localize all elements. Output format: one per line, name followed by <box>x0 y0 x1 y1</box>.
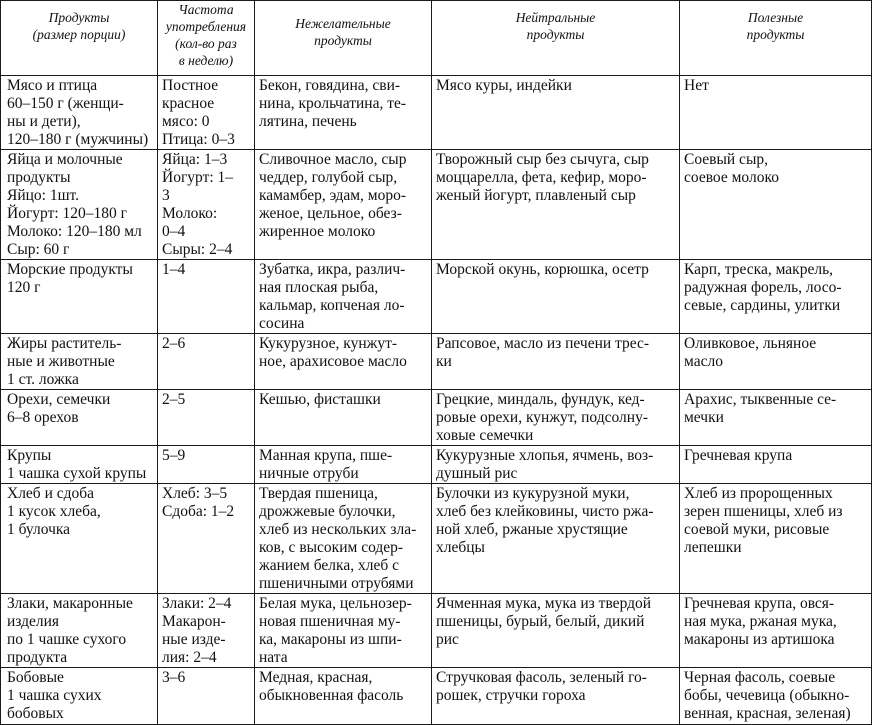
neutral-cell: Творожный сыр без сычуга, сыр моццарелла, фета, кефир, моро- женый йогурт, плавленый сыр <box>432 150 680 260</box>
product-cell: Морские продукты 120 г <box>1 260 158 334</box>
product-cell: Хлеб и сдоба 1 кусок хлеба, 1 булочка <box>1 484 158 594</box>
undesirable-cell: Белая мука, цельнозер- новая пшеничная му- ка, макароны из шпи- ната <box>255 594 432 668</box>
table-row <box>1 260 872 334</box>
neutral-cell: Ячменная мука, мука из твердой пшеницы, бурый, белый, дикий рис <box>432 594 680 668</box>
useful-cell: Соевый сыр, соевое молоко <box>680 150 872 260</box>
useful-cell: Нет <box>680 76 872 150</box>
neutral-cell: Кукурузные хлопья, ячмень, воз- душный рис <box>432 446 680 484</box>
product-cell: Орехи, семечки 6–8 орехов <box>1 390 158 446</box>
header-products: Продукты (размер порции) <box>1 1 158 76</box>
useful-cell: Гречневая крупа <box>680 446 872 484</box>
frequency-cell: 5–9 <box>158 446 255 484</box>
neutral-cell: Морской окунь, корюшка, осетр <box>432 260 680 334</box>
table-row <box>1 484 872 594</box>
frequency-cell: 2–6 <box>158 334 255 390</box>
useful-cell: Карп, треска, макрель, радужная форель, лосо- севые, сардины, улитки <box>680 260 872 334</box>
table-row <box>1 446 872 484</box>
frequency-cell: Злаки: 2–4 Макарон- ные изде- лия: 2–4 <box>158 594 255 668</box>
frequency-cell: Хлеб: 3–5 Сдоба: 1–2 <box>158 484 255 594</box>
undesirable-cell: Медная, красная, обыкновенная фасоль <box>255 668 432 725</box>
undesirable-cell: Кукурузное, кунжут- ное, арахисовое масло <box>255 334 432 390</box>
table-row <box>1 334 872 390</box>
header-undesirable: Нежелательные продукты <box>255 1 432 76</box>
table-row <box>1 390 872 446</box>
product-cell: Жиры раститель- ные и животные 1 ст. ложка <box>1 334 158 390</box>
neutral-cell: Булочки из кукурузной муки, хлеб без клейковины, чисто ржа- ной хлеб, ржаные хрустящие хлебцы <box>432 484 680 594</box>
frequency-cell: 2–5 <box>158 390 255 446</box>
neutral-cell: Грецкие, миндаль, фундук, кед- ровые орехи, кунжут, подсолну- ховые семечки <box>432 390 680 446</box>
undesirable-cell: Кешью, фисташки <box>255 390 432 446</box>
table-row <box>1 150 872 260</box>
header-frequency: Частота употребления (кол-во раз в неделю) <box>158 1 255 76</box>
undesirable-cell: Твердая пшеница, дрожжевые булочки, хлеб из нескольких зла- ков, с высоким содер- жанием белка, хлеб с пшеничными отрубями <box>255 484 432 594</box>
undesirable-cell: Манная крупа, пше- ничные отруби <box>255 446 432 484</box>
table-row <box>1 594 872 668</box>
product-cell: Злаки, макаронные изделия по 1 чашке сухого продукта <box>1 594 158 668</box>
frequency-cell: Постное красное мясо: 0 Птица: 0–3 <box>158 76 255 150</box>
useful-cell: Оливковое, льняное масло <box>680 334 872 390</box>
undesirable-cell: Бекон, говядина, сви- нина, крольчатина, те- лятина, печень <box>255 76 432 150</box>
header-useful: Полезные продукты <box>680 1 872 76</box>
useful-cell: Черная фасоль, соевые бобы, чечевица (обыкно- венная, красная, зеленая) <box>680 668 872 725</box>
header-row <box>1 1 872 76</box>
header-neutral: Нейтральные продукты <box>432 1 680 76</box>
neutral-cell: Рапсовое, масло из печени трес- ки <box>432 334 680 390</box>
undesirable-cell: Зубатка, икра, различ- ная плоская рыба, кальмар, копченая ло- сосина <box>255 260 432 334</box>
undesirable-cell: Сливочное масло, сыр чеддер, голубой сыр, камамбер, эдам, моро- женое, цельное, обез- жиренное молоко <box>255 150 432 260</box>
frequency-cell: Яйца: 1–3 Йогурт: 1– 3 Молоко: 0–4 Сыры: 2–4 <box>158 150 255 260</box>
product-cell: Яйца и молочные продукты Яйцо: 1шт. Йогурт: 120–180 г Молоко: 120–180 мл Сыр: 60 г <box>1 150 158 260</box>
product-cell: Мясо и птица 60–150 г (женщи- ны и дети), 120–180 г (мужчины) <box>1 76 158 150</box>
useful-cell: Арахис, тыквенные се- мечки <box>680 390 872 446</box>
table-row <box>1 76 872 150</box>
neutral-cell: Мясо куры, индейки <box>432 76 680 150</box>
product-cell: Крупы 1 чашка сухой крупы <box>1 446 158 484</box>
product-cell: Бобовые 1 чашка сухих бобовых <box>1 668 158 725</box>
frequency-cell: 1–4 <box>158 260 255 334</box>
useful-cell: Гречневая крупа, овся- ная мука, ржаная мука, макароны из артишока <box>680 594 872 668</box>
useful-cell: Хлеб из пророщенных зерен пшеницы, хлеб из соевой муки, рисовые лепешки <box>680 484 872 594</box>
table-row <box>1 668 872 725</box>
neutral-cell: Стручковая фасоль, зеленый го- рошек, стручки гороха <box>432 668 680 725</box>
frequency-cell: 3–6 <box>158 668 255 725</box>
